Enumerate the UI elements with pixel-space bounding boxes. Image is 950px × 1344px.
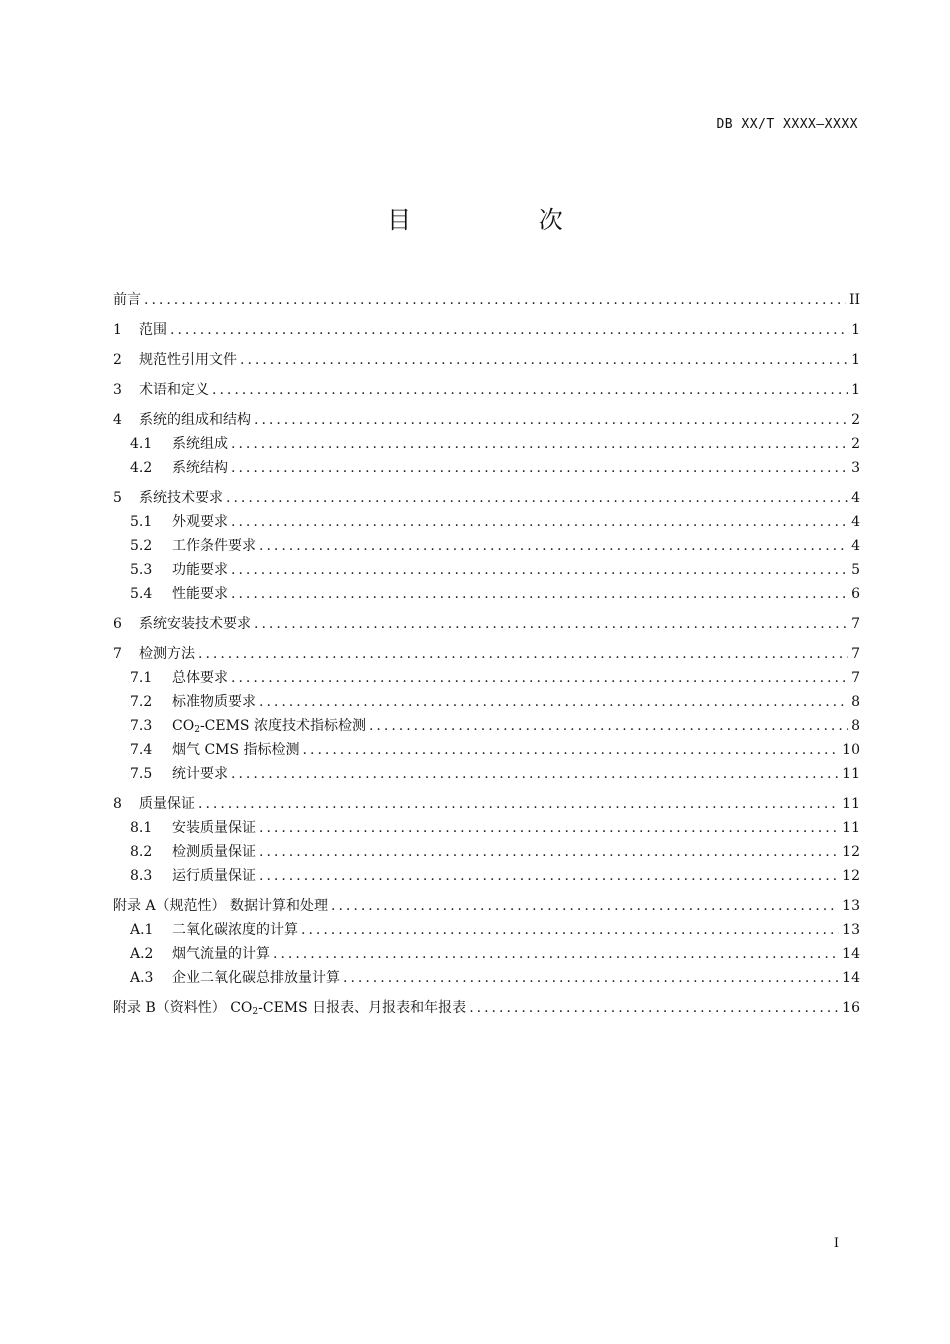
toc-entry-number: 8.1 bbox=[130, 820, 153, 836]
toc-leader-dots bbox=[254, 408, 848, 432]
toc-leader-dots bbox=[301, 918, 839, 942]
toc-entry-label: 统计要求 bbox=[172, 766, 228, 782]
toc-entry[interactable] bbox=[113, 966, 860, 990]
toc-entry-page: 11 bbox=[842, 796, 860, 812]
toc-entry-page: 12 bbox=[842, 868, 860, 884]
toc-entry[interactable] bbox=[113, 558, 860, 582]
toc-entry[interactable] bbox=[113, 918, 860, 942]
toc-entry-number: 7.5 bbox=[130, 766, 153, 782]
toc-entry-number: 5.1 bbox=[130, 514, 153, 530]
toc-entry-number: A.2 bbox=[130, 946, 154, 962]
toc-entry-page: 4 bbox=[851, 490, 860, 506]
toc-entry[interactable] bbox=[113, 762, 860, 786]
toc-entry-label: 系统安装技术要求 bbox=[139, 616, 251, 632]
toc-entry-page: 4 bbox=[851, 514, 860, 530]
toc-entry-page: 8 bbox=[851, 694, 860, 710]
toc-entry-label: 功能要求 bbox=[172, 562, 228, 578]
toc-entry-page: 7 bbox=[851, 646, 860, 662]
toc-entry-page: 1 bbox=[851, 382, 860, 398]
toc-entry-number: 4.1 bbox=[130, 436, 153, 452]
toc-leader-dots bbox=[259, 534, 848, 558]
toc-entry[interactable] bbox=[113, 792, 860, 816]
toc-entry-label: 附录 B（资料性） $CO_2$-CEMS 日报表、月报表和年报表 bbox=[113, 1000, 467, 1017]
toc-entry[interactable] bbox=[113, 486, 860, 510]
toc-entry-label: 系统组成 bbox=[172, 436, 228, 452]
toc-entry-label: 企业二氧化碳总排放量计算 bbox=[172, 970, 340, 986]
toc-title: 目 次 bbox=[387, 206, 623, 234]
toc-entry-page: 16 bbox=[842, 1000, 860, 1016]
toc-leader-dots bbox=[231, 558, 848, 582]
toc-entry-number: 8 bbox=[113, 796, 122, 812]
table-of-contents bbox=[113, 288, 860, 1020]
toc-entry-number: 5 bbox=[113, 490, 122, 506]
toc-leader-dots bbox=[331, 894, 839, 918]
toc-leader-dots bbox=[170, 318, 848, 342]
toc-entry[interactable] bbox=[113, 318, 860, 342]
toc-entry-number: 7 bbox=[113, 646, 122, 662]
toc-entry-number: 6 bbox=[113, 616, 122, 632]
toc-entry-label: 运行质量保证 bbox=[172, 868, 256, 884]
toc-entry[interactable] bbox=[113, 456, 860, 480]
toc-entry-number: 4.2 bbox=[130, 460, 153, 476]
toc-entry[interactable] bbox=[113, 612, 860, 636]
toc-entry[interactable] bbox=[113, 690, 860, 714]
toc-entry-number: 4 bbox=[113, 412, 122, 428]
toc-entry-page: 8 bbox=[851, 718, 860, 734]
toc-leader-dots bbox=[259, 816, 839, 840]
toc-leader-dots bbox=[254, 612, 848, 636]
toc-entry-label: 检测方法 bbox=[139, 646, 195, 662]
toc-entry-page: 3 bbox=[851, 460, 860, 476]
toc-entry-number: A.1 bbox=[130, 922, 154, 938]
toc-entry-label: 规范性引用文件 bbox=[139, 352, 237, 368]
toc-entry-number: 7.1 bbox=[130, 670, 153, 686]
toc-entry-page: 12 bbox=[842, 844, 860, 860]
toc-entry-number: 8.3 bbox=[130, 868, 153, 884]
toc-entry-label: 系统技术要求 bbox=[139, 490, 223, 506]
toc-entry[interactable] bbox=[113, 714, 860, 738]
toc-leader-dots bbox=[231, 582, 848, 606]
toc-leader-dots bbox=[240, 348, 848, 372]
toc-entry[interactable] bbox=[113, 408, 860, 432]
toc-entry-page: 11 bbox=[842, 820, 860, 836]
toc-entry[interactable] bbox=[113, 666, 860, 690]
toc-entry[interactable] bbox=[113, 510, 860, 534]
toc-entry-number: 8.2 bbox=[130, 844, 153, 860]
toc-entry-label: 性能要求 bbox=[172, 586, 228, 602]
toc-entry[interactable] bbox=[113, 432, 860, 456]
toc-entry-label: 二氧化碳浓度的计算 bbox=[172, 922, 298, 938]
toc-entry-number: 5.3 bbox=[130, 562, 153, 578]
toc-entry-number: 7.2 bbox=[130, 694, 153, 710]
toc-entry-page: 1 bbox=[851, 322, 860, 338]
toc-leader-dots bbox=[212, 378, 848, 402]
toc-leader-dots bbox=[369, 714, 848, 738]
toc-leader-dots bbox=[198, 642, 848, 666]
toc-entry-label: 烟气 CMS 指标检测 bbox=[172, 742, 300, 758]
toc-entry-label: 总体要求 bbox=[172, 670, 228, 686]
toc-entry-page: 6 bbox=[851, 586, 860, 602]
toc-entry-number: 3 bbox=[113, 382, 122, 398]
toc-entry-label: 附录 A（规范性） 数据计算和处理 bbox=[113, 898, 329, 914]
toc-entry-label: 质量保证 bbox=[139, 796, 195, 812]
toc-leader-dots bbox=[226, 486, 848, 510]
toc-entry-page: 1 bbox=[851, 352, 860, 368]
toc-entry-page: 11 bbox=[842, 766, 860, 782]
toc-entry[interactable] bbox=[113, 378, 860, 402]
toc-entry-page: 7 bbox=[851, 670, 860, 686]
toc-leader-dots bbox=[198, 792, 839, 816]
toc-entry-label: 范围 bbox=[139, 322, 167, 338]
toc-entry-page: 13 bbox=[842, 898, 860, 914]
toc-leader-dots bbox=[259, 840, 839, 864]
toc-entry-page: 5 bbox=[851, 562, 860, 578]
toc-entry-label: $CO_2$-CEMS 浓度技术指标检测 bbox=[172, 718, 366, 735]
toc-entry[interactable] bbox=[113, 738, 860, 762]
toc-entry-label: 工作条件要求 bbox=[172, 538, 256, 554]
toc-entry-label: 系统的组成和结构 bbox=[139, 412, 251, 428]
toc-entry-number: 2 bbox=[113, 352, 122, 368]
toc-entry-label: 检测质量保证 bbox=[172, 844, 256, 860]
toc-entry-page: 4 bbox=[851, 538, 860, 554]
toc-leader-dots bbox=[469, 996, 839, 1020]
toc-leader-dots bbox=[231, 762, 839, 786]
toc-entry[interactable] bbox=[113, 840, 860, 864]
toc-entry-page: 14 bbox=[842, 970, 860, 986]
toc-entry-number: A.3 bbox=[130, 970, 154, 986]
document-code: DB XX/T XXXX—XXXX bbox=[716, 117, 858, 132]
toc-entry-page: 7 bbox=[851, 616, 860, 632]
toc-entry-number: 5.4 bbox=[130, 586, 153, 602]
toc-entry-label: 烟气流量的计算 bbox=[172, 946, 270, 962]
toc-leader-dots bbox=[144, 288, 846, 312]
toc-leader-dots bbox=[259, 864, 839, 888]
toc-entry-page: 2 bbox=[851, 436, 860, 452]
toc-entry-number: 1 bbox=[113, 322, 122, 338]
toc-leader-dots bbox=[303, 738, 840, 762]
toc-entry[interactable] bbox=[113, 582, 860, 606]
toc-leader-dots bbox=[231, 666, 848, 690]
toc-entry-page: 2 bbox=[851, 412, 860, 428]
toc-entry-label: 系统结构 bbox=[172, 460, 228, 476]
toc-entry-page: II bbox=[848, 292, 860, 308]
toc-leader-dots bbox=[231, 510, 848, 534]
toc-entry-label: 术语和定义 bbox=[139, 382, 209, 398]
toc-leader-dots bbox=[343, 966, 839, 990]
toc-entry-page: 14 bbox=[842, 946, 860, 962]
toc-leader-dots bbox=[231, 456, 848, 480]
toc-entry-label: 标准物质要求 bbox=[172, 694, 256, 710]
toc-entry-label: 前言 bbox=[113, 292, 141, 308]
toc-entry-page: 10 bbox=[842, 742, 860, 758]
toc-entry[interactable] bbox=[113, 642, 860, 666]
toc-entry[interactable] bbox=[113, 942, 860, 966]
toc-entry[interactable] bbox=[113, 816, 860, 840]
toc-entry[interactable] bbox=[113, 288, 860, 312]
toc-entry[interactable] bbox=[113, 348, 860, 372]
toc-entry-label: 安装质量保证 bbox=[172, 820, 256, 836]
toc-entry-number: 7.3 bbox=[130, 718, 153, 734]
page-number: I bbox=[833, 1236, 839, 1251]
toc-entry[interactable] bbox=[113, 534, 860, 558]
toc-entry[interactable] bbox=[113, 864, 860, 888]
toc-entry-page: 13 bbox=[842, 922, 860, 938]
toc-entry-number: 5.2 bbox=[130, 538, 153, 554]
toc-leader-dots bbox=[231, 432, 848, 456]
toc-entry-number: 7.4 bbox=[130, 742, 153, 758]
toc-entry[interactable] bbox=[113, 894, 860, 918]
toc-entry[interactable] bbox=[113, 996, 860, 1020]
toc-leader-dots bbox=[273, 942, 839, 966]
toc-entry-label: 外观要求 bbox=[172, 514, 228, 530]
toc-leader-dots bbox=[259, 690, 848, 714]
